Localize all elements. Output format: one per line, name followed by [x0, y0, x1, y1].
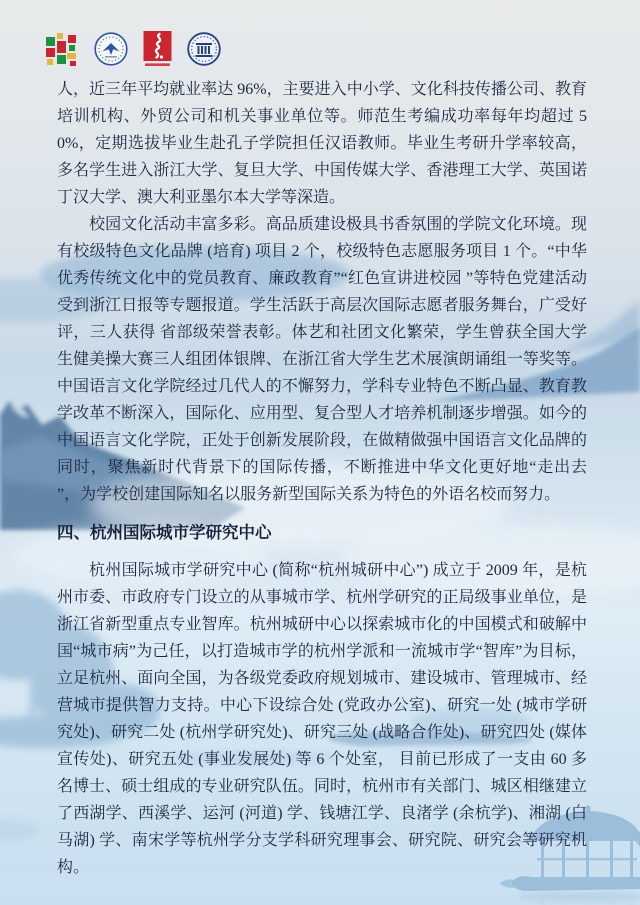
- university-round-seal: [94, 32, 128, 66]
- body-paragraph-3: 杭州国际城市学研究中心 (简称“杭州城研中心”) 成立于 2009 年，是杭州市委、市政府专门设立的从事城市学、杭州学研究的正局级事业单位，是浙江省新型重点专业智库。杭州城研中心以探索城市化的中国模式和破解中国“城市病”为己任，以打造城市学的杭州学派和一流城市学“智库”为目标，立足杭州、面向全国，为各级党委政府规划城市、建设城市、管理城市、经营城市提供智力支持。中心下设综合处 (党政办公室)、研究一处 (城市学研究处)、研究二处 (杭州学研究处)、研究三处 (战略合作处)、研究四处 (媒体宣传处)、研究五处 (事业发展处) 等 6 个处室， 目前已形成了一支由 60 多名博士、硕士组成的专业研究队伍。同时，杭州市有关部门、城区相继建立了西湖学、西溪学、运河 (河道) 学、钱塘江学、良渚学 (余杭学)、湘湖 (白马湖) 学、南宋学等杭州学分支学科研究理事会、研究院、研究会等研究机构。: [57, 562, 587, 876]
- body-paragraph-2: 校园文化活动丰富多彩。高品质建设极具书香氛围的学院文化环境。现有校级特色文化品牌 (培育) 项目 2 个，校级特色志愿服务项目 1 个。“中华优秀传统文化中的党员教育、廉政教育”“红色宣讲进校园 ”等特色党建活动受到浙江日报等专题报道。学生活跃于高层次国际志愿者服务舞台，广受好评，三人获得 省部级荣誉表彰。体艺和社团文化繁荣，学生曾获全国大学生健美操大赛三人组团体银牌、在浙江省大学生艺术展演朗诵组一等奖等。中国语言文化学院经过几代人的不懈努力，学科专业特色不断凸显、教育教学改革不断深入，国际化、应用型、复合型人才培养机制逐步增强。如今的中国语言文化学院，正处于创新发展阶段，在做精做强中国语言文化品牌的同时，聚焦新时代背景下的国际传播，不断推进中华文化更好地“走出去 ”，为学校创建国际知名以服务新型国际关系为特色的外语名校而努力。: [57, 216, 587, 503]
- mosaic-grid-logo: [45, 32, 79, 66]
- red-calligraphy-logo: [143, 31, 172, 67]
- document-body: [57, 76, 587, 881]
- navy-building-seal: [187, 32, 221, 66]
- logo-row: [45, 31, 221, 67]
- section-heading: 四、杭州国际城市学研究中心: [57, 523, 272, 542]
- body-paragraph-1: 人，近三年平均就业率达 96%，主要进入中小学、文化科技传播公司、教育培训机构、外贸公司和机关事业单位等。师范生考编成功率每年均超过 50%，定期选拔毕业生赴孔子学院担任汉语教师。毕业生考研升学率较高，多名学生进入浙江大学、复旦大学、中国传媒大学、香港理工大学、英国诺丁汉大学、澳大利亚墨尔本大学等深造。: [57, 81, 587, 206]
